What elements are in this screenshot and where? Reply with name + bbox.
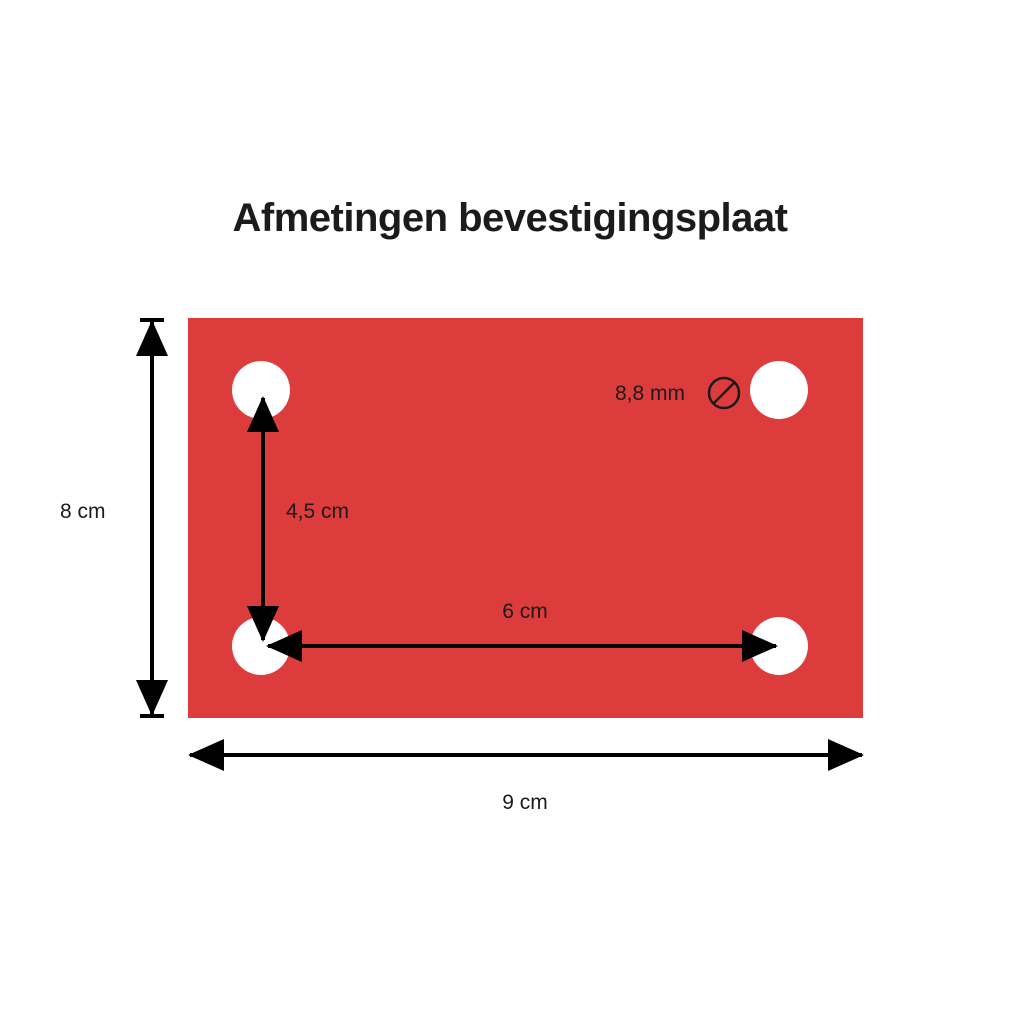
width-label: 9 cm xyxy=(502,791,548,814)
vertical-spacing-label: 4,5 cm xyxy=(286,500,350,523)
height-label: 8 cm xyxy=(60,500,106,523)
horizontal-spacing-label: 6 cm xyxy=(502,600,548,623)
page-title: Afmetingen bevestigingsplaat xyxy=(232,196,788,240)
height-dimension xyxy=(140,320,164,716)
hole-diameter-label: 8,8 mm xyxy=(615,382,686,405)
plate-hole xyxy=(750,361,808,419)
